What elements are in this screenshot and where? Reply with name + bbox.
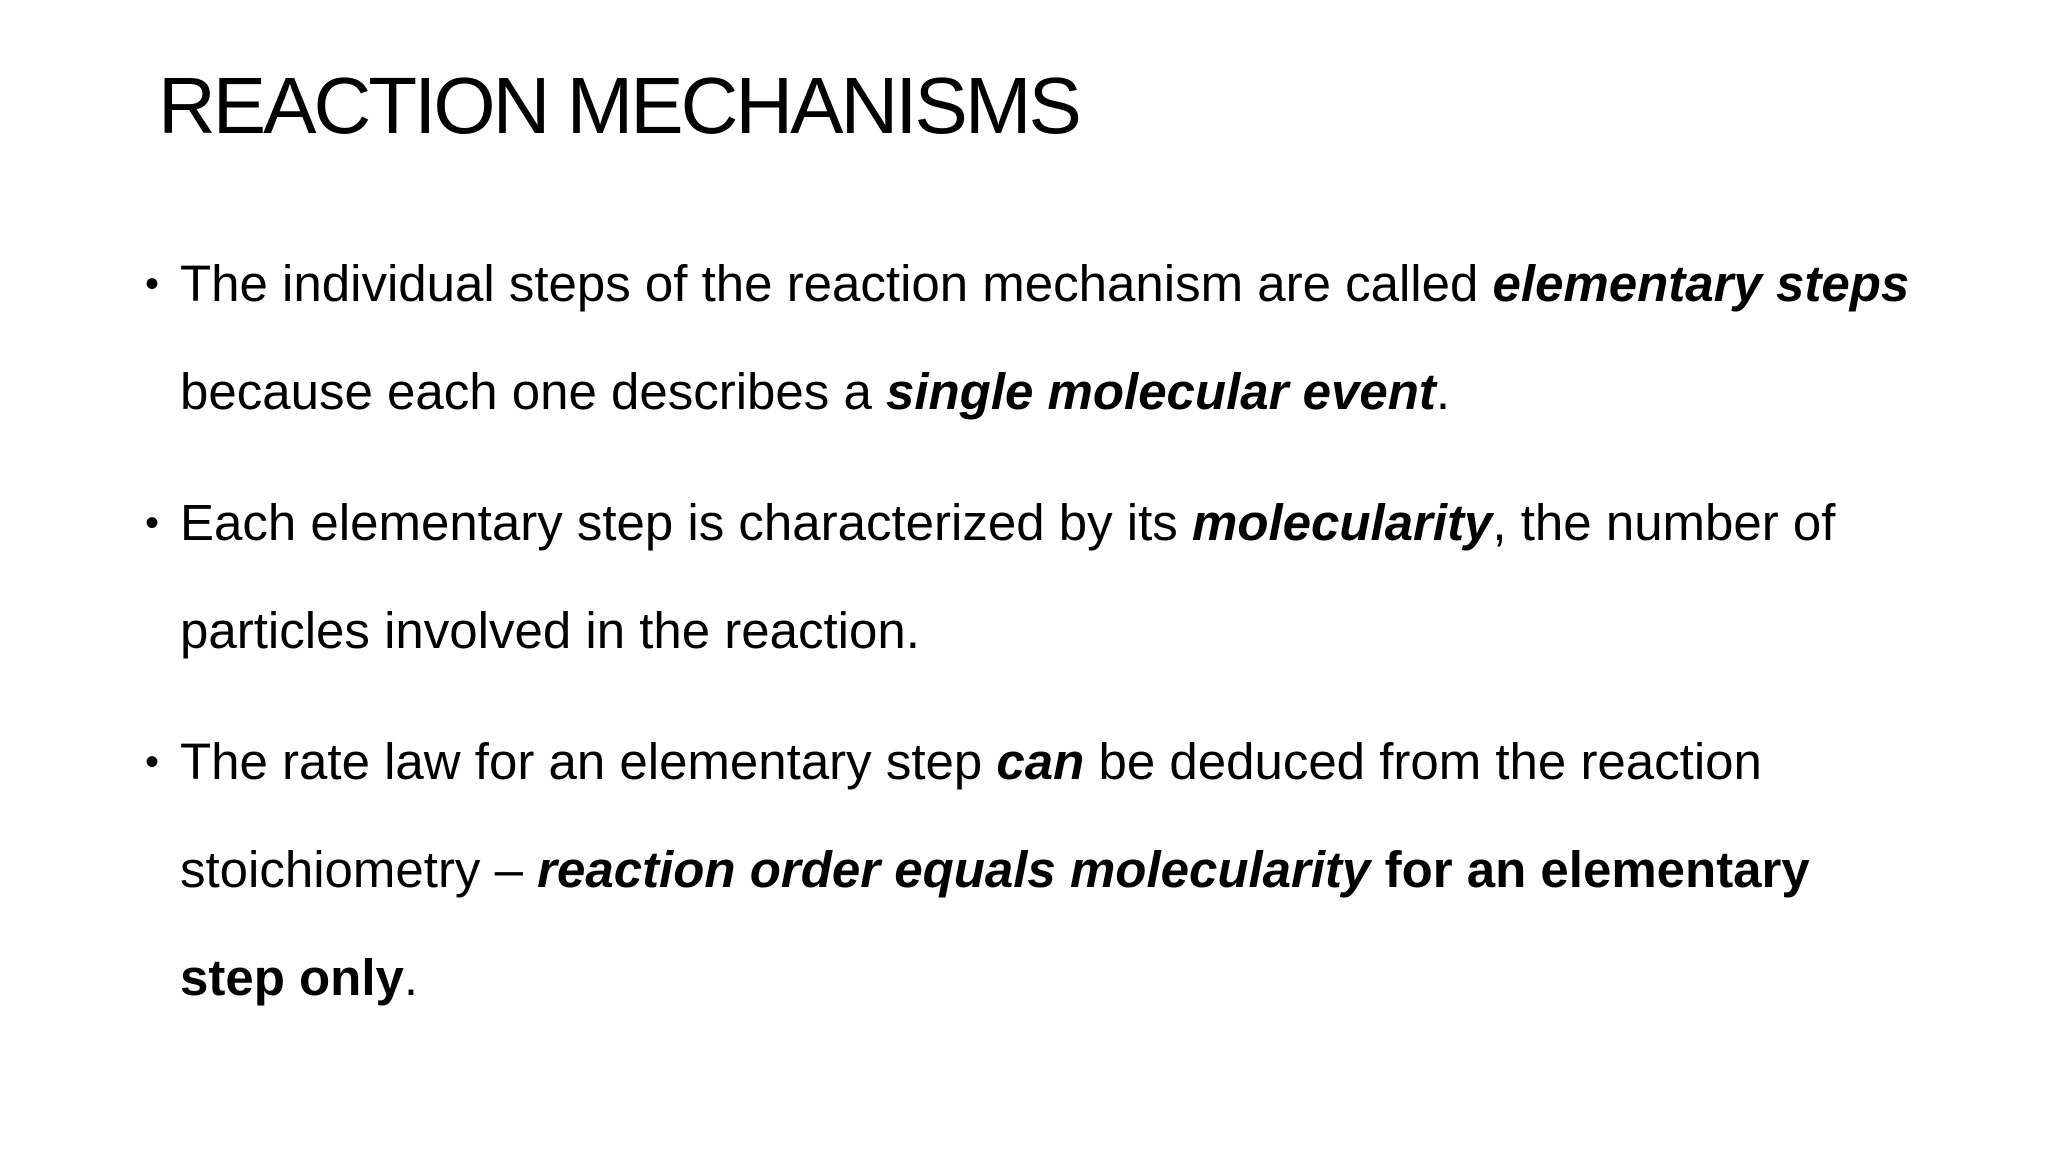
bullet-text: because each one describes a [180, 363, 886, 420]
emphasis-term: single molecular event [885, 363, 1436, 420]
bullet-point-icon: • [145, 740, 160, 784]
bullet-point-icon: • [145, 262, 160, 306]
bullet-item [145, 469, 1925, 685]
bullet-text: The rate law for an elementary step [180, 733, 997, 790]
bullet-text: Each elementary step is characterized by its [180, 494, 1192, 551]
bullet-text: . [1435, 363, 1451, 420]
emphasis-term: molecularity [1191, 494, 1493, 551]
slide-title: REACTION MECHANISMS [158, 61, 1079, 150]
bullet-text: The individual steps of the reaction mechanism are called [180, 255, 1493, 312]
bullet-text: . [403, 949, 419, 1006]
bullet-text: be deduced from the reaction stoichiometry – [180, 733, 1762, 898]
bullet-item [145, 708, 1925, 1032]
bullet-item [145, 230, 1925, 446]
bullet-text: , the number of particles involved in the reaction. [180, 494, 1836, 659]
emphasis-term: can [996, 733, 1085, 790]
emphasis-term: elementary steps [1492, 255, 1910, 312]
bullet-point-icon: • [145, 501, 160, 545]
emphasis-term: reaction order equals molecularity [537, 841, 1371, 898]
bold-phrase: for an elementary step only [180, 841, 1810, 1006]
bullet-list [145, 230, 1925, 1055]
